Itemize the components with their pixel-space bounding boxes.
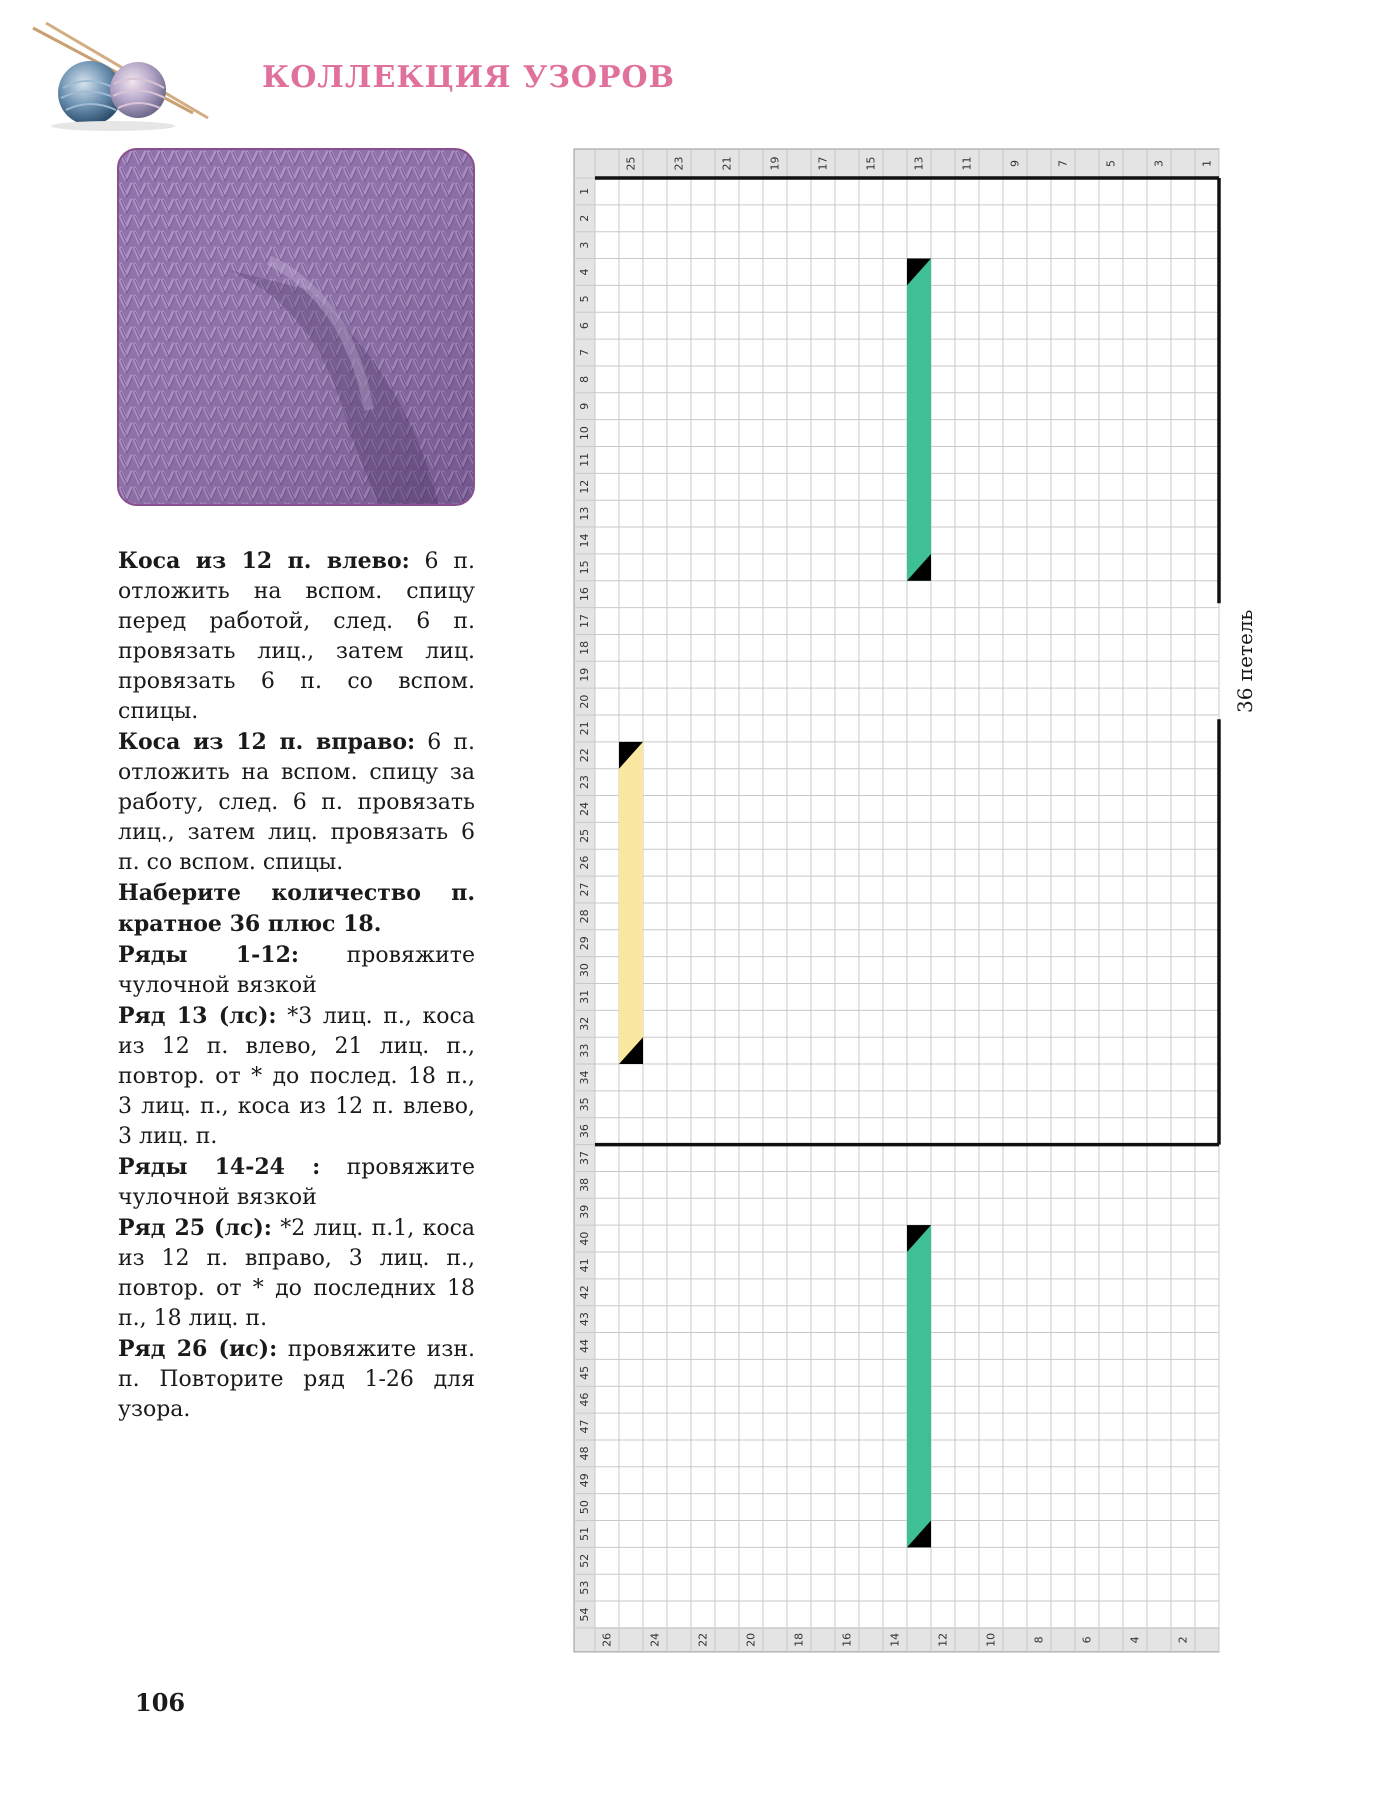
top-column-label: 23 xyxy=(672,156,686,171)
row-number-label: 35 xyxy=(578,1097,591,1112)
row-number-label: 43 xyxy=(578,1312,591,1327)
bottom-column-label: 20 xyxy=(744,1632,758,1647)
top-column-label: 7 xyxy=(1056,160,1070,167)
row-number-label: 28 xyxy=(578,909,591,924)
row-number-label: 9 xyxy=(578,402,591,410)
row-number-label: 22 xyxy=(578,748,591,763)
row-number-label: 53 xyxy=(578,1580,591,1595)
page-number: 106 xyxy=(135,1688,186,1717)
top-column-label: 5 xyxy=(1104,160,1118,167)
bottom-column-label: 22 xyxy=(696,1632,710,1647)
row-number-label: 3 xyxy=(578,241,591,249)
row-number-label: 25 xyxy=(578,828,591,843)
row-number-label: 11 xyxy=(578,452,591,467)
row-number-label: 10 xyxy=(578,426,591,441)
row-number-label: 40 xyxy=(578,1231,591,1246)
row-number-label: 17 xyxy=(578,614,591,629)
instruction-row-13: Ряд 13 (лс): *3 лиц. п., коса из 12 п. влево, 21 лиц. п., повтор. от * до послед. 18 п., 3 лиц. п., коса из 12 п. влево, 3 лиц. п. xyxy=(118,1003,475,1149)
row-number-label: 41 xyxy=(578,1258,591,1273)
row-number-label: 37 xyxy=(578,1151,591,1166)
instruction-row-26: Ряд 26 (ис): провяжите изн. п. Повторите ряд 1-26 для узора. xyxy=(118,1336,476,1422)
row-number-label: 14 xyxy=(578,533,591,548)
row-number-label: 49 xyxy=(578,1473,591,1488)
row-number-label: 32 xyxy=(578,1016,591,1031)
row-number-label: 8 xyxy=(578,375,591,383)
row-number-label: 42 xyxy=(578,1285,591,1300)
row-number-label: 18 xyxy=(578,640,591,655)
top-column-label: 25 xyxy=(624,156,638,171)
row-number-label: 7 xyxy=(578,349,591,357)
row-number-label: 29 xyxy=(578,936,591,951)
instruction-row-25: Ряд 25 (лс): *2 лиц. п.1, коса из 12 п. вправо, 3 лиц. п., повтор. от * до последних 18 п., 18 лиц. п. xyxy=(118,1215,475,1331)
repeat-label: 36 петель xyxy=(1233,609,1257,714)
bottom-column-label: 26 xyxy=(600,1632,614,1647)
page-header-title: КОЛЛЕКЦИЯ УЗОРОВ xyxy=(262,60,676,95)
row-number-label: 23 xyxy=(578,775,591,790)
bottom-column-label: 18 xyxy=(792,1632,806,1647)
bottom-column-label: 24 xyxy=(648,1632,662,1647)
row-number-label: 34 xyxy=(578,1070,591,1085)
top-column-label: 9 xyxy=(1008,160,1022,167)
row-number-label: 5 xyxy=(578,295,591,303)
top-column-label: 17 xyxy=(816,156,830,171)
row-number-label: 50 xyxy=(578,1500,591,1515)
cable-bar xyxy=(907,259,931,581)
row-number-label: 52 xyxy=(578,1553,591,1568)
instruction-rows-1-12: Ряды 1-12: провяжите чулочной вязкой xyxy=(118,942,475,998)
bottom-column-label: 6 xyxy=(1080,1636,1094,1644)
row-number-label: 6 xyxy=(578,322,591,330)
row-number-label: 1 xyxy=(578,187,591,195)
row-number-label: 26 xyxy=(578,855,591,870)
row-number-label: 45 xyxy=(578,1365,591,1380)
bottom-column-label: 14 xyxy=(888,1632,902,1647)
instruction-right-cable: Коса из 12 п. вправо: 6 п. отложить на вспом. спицу за работу, след. 6 п. провязать лиц., затем лиц. провязать 6 п. со вспом. спицы. xyxy=(118,729,475,875)
top-column-label: 19 xyxy=(768,156,782,171)
row-number-label: 24 xyxy=(578,801,591,816)
bottom-column-label: 12 xyxy=(936,1632,950,1647)
row-number-label: 46 xyxy=(578,1392,591,1407)
row-number-label: 44 xyxy=(578,1338,591,1353)
row-number-label: 2 xyxy=(578,214,591,222)
row-number-label: 38 xyxy=(578,1177,591,1192)
row-number-label: 13 xyxy=(578,506,591,521)
row-number-label: 54 xyxy=(578,1607,591,1622)
top-column-label: 11 xyxy=(960,156,974,171)
row-number-label: 33 xyxy=(578,1043,591,1058)
row-number-label: 21 xyxy=(578,721,591,736)
row-number-label: 48 xyxy=(578,1446,591,1461)
bottom-column-label: 10 xyxy=(984,1632,998,1647)
row-number-label: 4 xyxy=(578,268,591,276)
cable-bar xyxy=(907,1225,931,1547)
top-column-label: 15 xyxy=(864,156,878,171)
bottom-column-label: 8 xyxy=(1032,1636,1046,1644)
row-number-label: 51 xyxy=(578,1526,591,1541)
row-number-label: 47 xyxy=(578,1419,591,1434)
instruction-rows-14-24: Ряды 14-24 : провяжите чулочной вязкой xyxy=(118,1154,475,1210)
row-number-label: 19 xyxy=(578,667,591,682)
cable-bar xyxy=(619,742,643,1064)
bottom-column-label: 2 xyxy=(1176,1636,1190,1644)
top-column-label: 1 xyxy=(1200,160,1214,167)
row-number-label: 30 xyxy=(578,963,591,978)
instruction-cast-on: Наберите количество п. кратное 36 плюс 18. xyxy=(118,880,475,937)
top-column-label: 21 xyxy=(720,156,734,171)
top-column-label: 13 xyxy=(912,156,926,171)
top-column-label: 3 xyxy=(1152,160,1166,167)
instruction-left-cable: Коса из 12 п. влево: 6 п. отложить на вспом. спицу перед работой, след. 6 п. провязать лиц., затем лиц. провязать 6 п. со вспом. спицы. xyxy=(118,548,475,724)
bottom-column-label: 16 xyxy=(840,1632,854,1647)
row-number-label: 27 xyxy=(578,882,591,897)
row-number-label: 15 xyxy=(578,560,591,575)
row-number-label: 31 xyxy=(578,989,591,1004)
row-number-label: 39 xyxy=(578,1204,591,1219)
row-number-label: 20 xyxy=(578,694,591,709)
row-number-label: 16 xyxy=(578,587,591,602)
row-number-label: 12 xyxy=(578,479,591,494)
row-number-label: 36 xyxy=(578,1124,591,1139)
bottom-column-label: 4 xyxy=(1128,1636,1142,1644)
